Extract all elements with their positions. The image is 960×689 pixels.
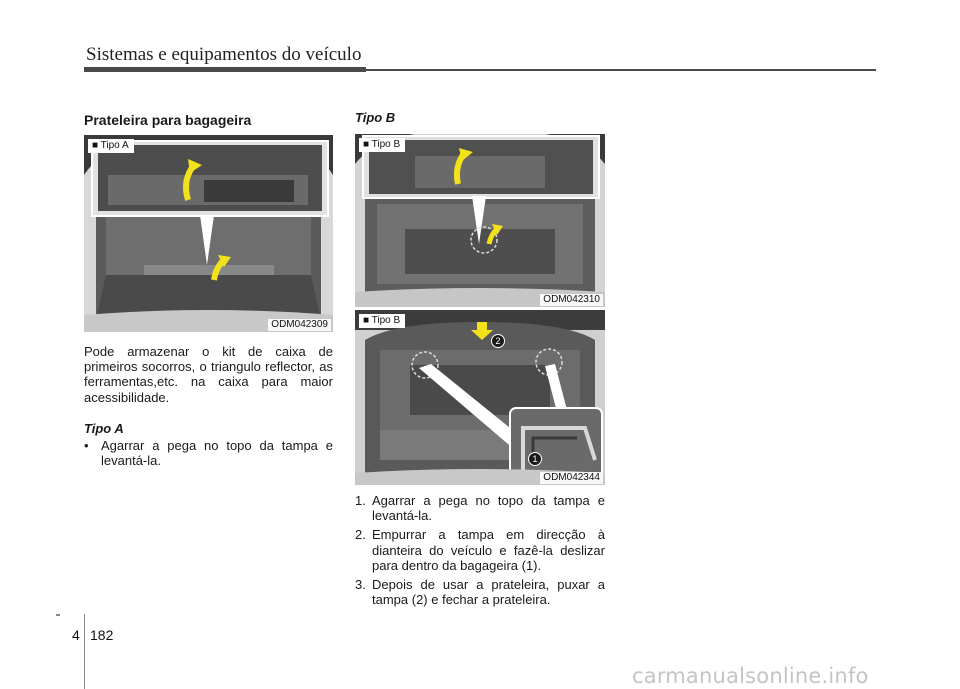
footer-rule-horizontal: [56, 614, 60, 616]
step-marker: 1.: [355, 493, 366, 508]
figure-code: ODM042344: [540, 472, 603, 484]
figure-tag: ■ Tipo B: [359, 138, 405, 152]
trunk-illustration-b1: [355, 134, 605, 307]
list-item: [84, 438, 333, 468]
subheading-tipo-a: Tipo A: [84, 421, 124, 436]
page-header-title: Sistemas e equipamentos do veículo: [86, 44, 362, 65]
list-item: [355, 493, 605, 523]
tipo-b-steps: [355, 493, 605, 611]
header-rule-thin: [366, 69, 876, 71]
tipo-a-list: [84, 438, 333, 472]
list-item: [355, 527, 605, 573]
step-text: Agarrar a pega no topo da tampa e levantá-la.: [372, 493, 605, 524]
step-text: Empurrar a tampa em direcção à dianteira do veículo e fazê-la deslizar para dentro da bagageira (1).: [372, 527, 605, 573]
step-marker: 3.: [355, 577, 366, 593]
step-text: Depois de usar a prateleira, puxar a tampa (2) e fechar a prateleira.: [372, 577, 605, 608]
intro-paragraph: Pode armazenar o kit de caixa de primeiros socorros, o triangulo reflector, as ferramentas,etc. na caixa para maior acessibilidade.: [84, 344, 333, 405]
figure-tag: ■ Tipo A: [88, 139, 134, 153]
bullet-marker: •: [84, 438, 89, 453]
figure-tipo-b-2: [355, 310, 605, 485]
trunk-illustration-b2: [355, 310, 605, 485]
figure-code: ODM042309: [268, 319, 331, 331]
chapter-number: 4: [72, 627, 80, 643]
footer-rule-vertical: [84, 614, 85, 689]
callout-2: 2: [491, 334, 505, 348]
header-rule-thick: [84, 67, 366, 72]
figure-code: ODM042310: [540, 294, 603, 306]
figure-tipo-a: [84, 135, 333, 332]
callout-1: 1: [528, 452, 542, 466]
list-item: [355, 577, 605, 607]
figure-tag: ■ Tipo B: [359, 314, 405, 328]
page-number: 182: [90, 627, 114, 643]
watermark[interactable]: carmanualsonline.info: [632, 664, 869, 688]
trunk-illustration: [84, 135, 333, 332]
figure-tipo-b-1: [355, 134, 605, 307]
section-heading: Prateleira para bagageira: [84, 112, 252, 128]
subheading-tipo-b: Tipo B: [355, 110, 396, 125]
bullet-text: Agarrar a pega no topo da tampa e levantá-la.: [101, 438, 333, 469]
step-marker: 2.: [355, 527, 366, 543]
